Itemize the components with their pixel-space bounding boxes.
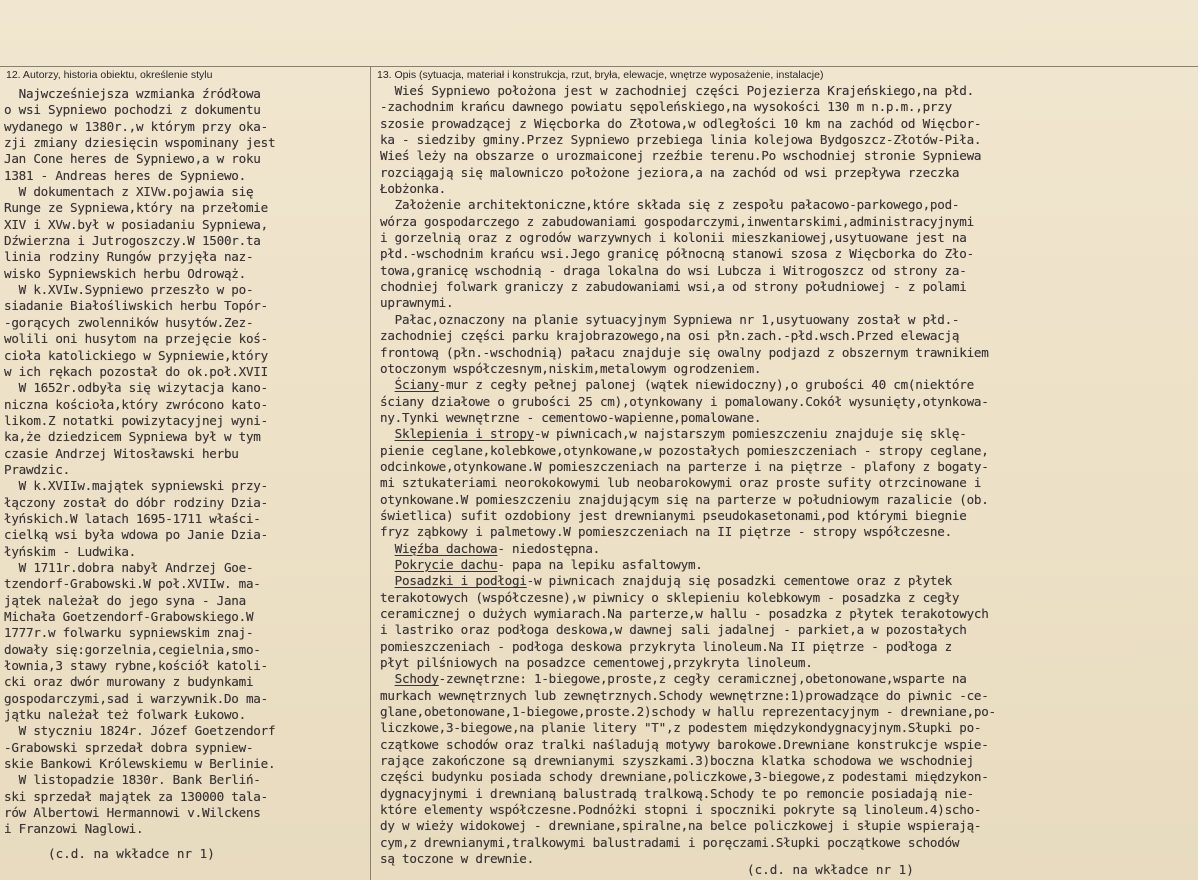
description-line: Wieś Sypniewo położona jest w zachodniej części Pojezierza Krajeńskiego,na płd.: [380, 83, 974, 98]
history-line: 1381 - Andreas heres de Sypniewo.: [4, 167, 246, 183]
description-line: pomieszczeniach - podłoga deskowa przykryta linoleum.Na II piętrze - podłoga z: [380, 638, 952, 654]
description-line: pienie ceglane,kolebkowe,otynkowane,w pozostałych pomieszczeniach - stropy ceglane,: [380, 442, 989, 458]
section-heading: Schody: [394, 671, 439, 687]
description-line: -zachodnim krańcu dawnego powiatu sępoleńskiego,na wysokości 130 m n.p.m.,przy: [380, 99, 952, 115]
history-line: 1777r.w folwarku sypniewskim znaj-: [4, 625, 254, 641]
history-line: łyńskim - Ludwika.: [4, 543, 136, 559]
description-line: otynkowane.W pomieszczeniu znajdującym się na parterze w południowym razalicie (ob.: [380, 491, 989, 507]
description-line: Wieś leży na obszarze o urozmaiconej rzeźbie terenu.Po wschodniej stronie Sypniewa: [380, 148, 982, 164]
section-heading: Pokrycie dachu: [394, 556, 498, 572]
history-line: cioła katolickiego w Sypniewie,który: [4, 347, 268, 363]
history-line: wisko Sypniewskich herbu Odrowąż.: [4, 265, 246, 281]
description-line: odcinkowe,otynkowane.W pomieszczeniach na parterze i na piętrze - plafony z bogaty-: [380, 458, 989, 474]
history-line: ski sprzedał majątek za 130000 tala-: [4, 788, 268, 804]
description-line: wórza gospodarczego z zabudowaniami gospodarczymi,inwentarskimi,administracyjnymi: [380, 213, 974, 229]
description-text: -zewnętrzne: 1-biegowe,proste,z cegły ceramicznej,obetonowane,wsparte na: [438, 671, 967, 687]
description-line: Łobżonka.: [380, 181, 446, 197]
description-text: -mur z cegły pełnej palonej (wątek niewidoczny),o grubości 40 cm(niektóre: [438, 377, 974, 393]
section-13-header: 13. Opis (sytuacja, materiał i konstrukcja, rzut, bryła, elewacje, wnętrze wyposażenie, instalacje): [377, 69, 824, 81]
description-line: uprawnymi.: [380, 295, 454, 311]
description-line: dygnacyjnymi i drewnianą balustradą tralkową.Schody te po remoncie posiadają nie-: [380, 785, 974, 801]
history-line: W 1652r.odbyła się wizytacja kano-: [4, 380, 268, 396]
column-divider: [370, 66, 371, 880]
history-line: i Franzowi Naglowi.: [4, 821, 144, 837]
description-line: ka - siedziby gminy.Przez Sypniewo przebiega linia kolejowa Bydgoszcz-Złotów-Piła.: [380, 132, 982, 148]
history-line: skie Bankowi Królewskiemu w Berlinie.: [4, 756, 276, 772]
history-line: w ich rękach pozostał do ok.poł.XVII: [4, 363, 268, 379]
history-line: łączony został do dóbr rodziny Dzia-: [4, 494, 268, 510]
description-line: chodniej folwark graniczy z zabudowaniami wsi,a od strony południowej - z polami: [380, 279, 967, 295]
header-rule: [0, 66, 1198, 67]
description-line: cym,z drewnianymi,tralkowymi balustradami i poręczami.Słupki początkowe schodów: [380, 834, 960, 850]
description-line: fryz ząbkowy i palmetowy.W pomieszczeniach na II piętrze - stropy współczesne.: [380, 524, 952, 540]
history-line: W styczniu 1824r. Józef Goetzendorf: [4, 723, 276, 739]
section-heading: Więźba dachowa: [394, 540, 498, 556]
description-line: rozciągają się malowniczo położone jeziora,a na zachód od wsi przepływa rzeczka: [380, 164, 960, 180]
description-line: [380, 557, 1196, 573]
history-line: W listopadzie 1830r. Bank Berliń-: [4, 772, 261, 788]
history-line: zji zmiany dziesięcin wspominany jest: [4, 135, 276, 151]
description-line: rające zakończone są drewnianymi szyszkami.3)boczna klatka schodowa we wschodniej: [380, 753, 974, 769]
description-line: świetlica) sufit ozdobiony jest drewnianymi pseudokasetonami,pod którymi biegnie: [380, 507, 967, 523]
description-text: - papa na lepiku asfaltowym.: [497, 556, 703, 572]
description-line: które elementy współczesne.Podnóżki stopni i spoczniki pokryte są linoleum.4)scho-: [380, 802, 982, 818]
history-line: Dźwierzna i Jutrogoszczy.W 1500r.ta: [4, 233, 261, 249]
description-line: ny.Tynki wewnętrzne - cementowo-wapienne,pomalowane.: [380, 409, 762, 425]
history-line: -Grabowski sprzedał dobra sypniew-: [4, 739, 254, 755]
history-line: niczna kościoła,który zwrócono kato-: [4, 396, 268, 412]
description-line: czątkowe schodów oraz tralki naśladują motywy barokowe.Drewniane konstrukcje wspie-: [380, 736, 989, 752]
description-line: Pałac,oznaczony na planie sytuacyjnym Sypniewa nr 1,usytuowany został w płd.-: [380, 311, 960, 327]
description-line: glane,obetonowane,1-biegowe,proste.2)schody w hallu reprezentacyjnym - drewniane,po-: [380, 704, 996, 720]
description-line: [380, 573, 1196, 589]
history-line: wydanego w 1380r.,w którym przy oka-: [4, 118, 268, 134]
description-line: i lastriko oraz podłoga deskowa,w dawnej sali jadalnej - parkiet,a w pozostałych: [380, 622, 967, 638]
history-text-column: [4, 86, 366, 838]
history-line: jątku należał też folwark Łukowo.: [4, 707, 246, 723]
history-line: ka,że dziedzicem Sypniewa był w tym: [4, 429, 261, 445]
history-line: gospodarczymi,sad i warzywnik.Do ma-: [4, 690, 268, 706]
left-continuation-note: (c.d. na wkładce nr 1): [48, 846, 215, 861]
description-line: towa,granicę wschodnią - draga lokalna do wsi Lubcza i Witrogoszcz od strony za-: [380, 262, 967, 278]
description-line: szosie prowadzącej z Więcborka do Złotowa,w odległości 10 km na zachód od Więcbor-: [380, 115, 982, 131]
history-line: łyńskich.W latach 1695-1711 właści-: [4, 510, 261, 526]
description-line: [380, 671, 1196, 687]
history-line: Runge ze Sypniewa,który na przełomie: [4, 200, 268, 216]
right-continuation-note: (c.d. na wkładce nr 1): [747, 862, 914, 877]
history-line: czasie Andrzej Witosławski herbu: [4, 445, 239, 461]
history-line: rów Albertowi Hermannowi v.Wilckens: [4, 805, 261, 821]
description-line: liczkowe,3-biegowe,na planie litery "T",z podestem międzykondygnacyjnym.Słupki po-: [380, 720, 982, 736]
description-line: frontową (płn.-wschodnią) pałacu znajduje się owalny podjazd z obszernym trawnikiem: [380, 344, 989, 360]
description-line: ściany działowe o grubości 25 cm),otynkowany i pomalowany.Cokół wysunięty,otynkowa-: [380, 393, 989, 409]
history-line: Prawdzic.: [4, 461, 70, 477]
history-line: wolili oni husytom na przejęcie koś-: [4, 331, 268, 347]
history-line: cki oraz dwór murowany z budynkami: [4, 674, 254, 690]
description-text: - niedostępna.: [497, 540, 600, 556]
description-line: [380, 541, 1196, 557]
description-text: -w piwnicach znajdują się posadzki cementowe oraz z płytek: [526, 573, 952, 589]
history-line: o wsi Sypniewo pochodzi z dokumentu: [4, 102, 261, 118]
section-heading: Posadzki i podłogi: [394, 573, 527, 589]
description-text: -w piwnicach,w najstarszym pomieszczeniu znajduje się sklę-: [533, 426, 967, 442]
description-line: są toczone w drewnie.: [380, 851, 534, 867]
description-line: ceramicznej o dużych wymiarach.Na parterze,w hallu - posadzka z płytek terakotowych: [380, 606, 989, 621]
history-line: siadanie Białośliwskich herbu Topór-: [4, 298, 268, 314]
history-line: likom.Z notatki powizytacyjnej wyni-: [4, 412, 268, 428]
history-line: łownia,3 stawy rybne,kościół katoli-: [4, 658, 268, 674]
history-line: Michała Goetzendorf-Grabowskiego.W: [4, 609, 254, 624]
description-line: otoczonym współczesnym,niskim,metalowym ogrodzeniem.: [380, 360, 762, 376]
description-line: i gorzelnią oraz z ogrodów warzywnych i kolonii mieszkaniowej,usytuowane jest na: [380, 230, 967, 246]
description-line: Założenie architektoniczne,które składa się z zespołu pałacowo-parkowego,pod-: [380, 197, 960, 213]
section-heading: Ściany: [394, 377, 439, 393]
description-line: płd.-wschodnim krańcu wsi.Jego granicę północną stanowi szosa z Więcborka do Zło-: [380, 246, 974, 262]
history-line: Jan Cone heres de Sypniewo,a w roku: [4, 151, 261, 167]
history-line: W 1711r.dobra nabył Andrzej Goe-: [4, 559, 254, 575]
history-line: W k.XVIw.Sypniewo przeszło w po-: [4, 282, 254, 298]
history-line: XIV i XVw.był w posiadaniu Sypniewa,: [4, 216, 268, 232]
section-heading: Sklepienia i stropy: [394, 426, 534, 442]
history-line: tzendorf-Grabowski.W poł.XVIIw. ma-: [4, 576, 261, 592]
description-line: płyt pilśniowych na posadzce cementowej,przykryta linoleum.: [380, 655, 813, 671]
history-line: W k.XVIIw.majątek sypniewski przy-: [4, 478, 268, 494]
description-line: mi sztukateriami neorokokowymi lub neobarokowymi oraz proste sufity otrzcinowane i: [380, 475, 982, 491]
history-line: jątek należał do jego syna - Jana: [4, 592, 246, 608]
description-line: części budynku posiada schody drewniane,policzkowe,3-biegowe,z podestami międzykon-: [380, 769, 989, 785]
history-line: Najwcześniejsza wzmianka źródłowa: [4, 86, 261, 101]
history-line: W dokumentach z XIVw.pojawia się: [4, 184, 254, 200]
description-line: murkach wewnętrznych lub zewnętrznych.Schody wewnętrzne:1)prowadzące do piwnic -ce-: [380, 687, 989, 703]
history-line: -gorących zwolenników husytów.Zez-: [4, 314, 254, 330]
history-line: linia rodziny Rungów przyjęła naz-: [4, 249, 254, 265]
section-12-header: 12. Autorzy, historia obiektu, określenie stylu: [6, 69, 213, 81]
description-line: [380, 426, 1196, 442]
description-line: dy w wieży widokowej - drewniane,spiralne,na belce policzkowej i słupie wspierają-: [380, 818, 982, 834]
description-text-column: [380, 83, 1196, 868]
history-line: dowały się:gorzelnia,cegielnia,smo-: [4, 641, 261, 657]
history-line: cielką wsi była wdowa po Janie Dzia-: [4, 527, 268, 543]
description-line: zachodniej części parku krajobrazowego,na osi płn.zach.-płd.wsch.Przed elewacją: [380, 328, 960, 344]
description-line: terakotowych (współczesne),w piwnicy o sklepieniu kolebkowym - posadzka z cegły: [380, 589, 960, 605]
description-line: [380, 377, 1196, 393]
